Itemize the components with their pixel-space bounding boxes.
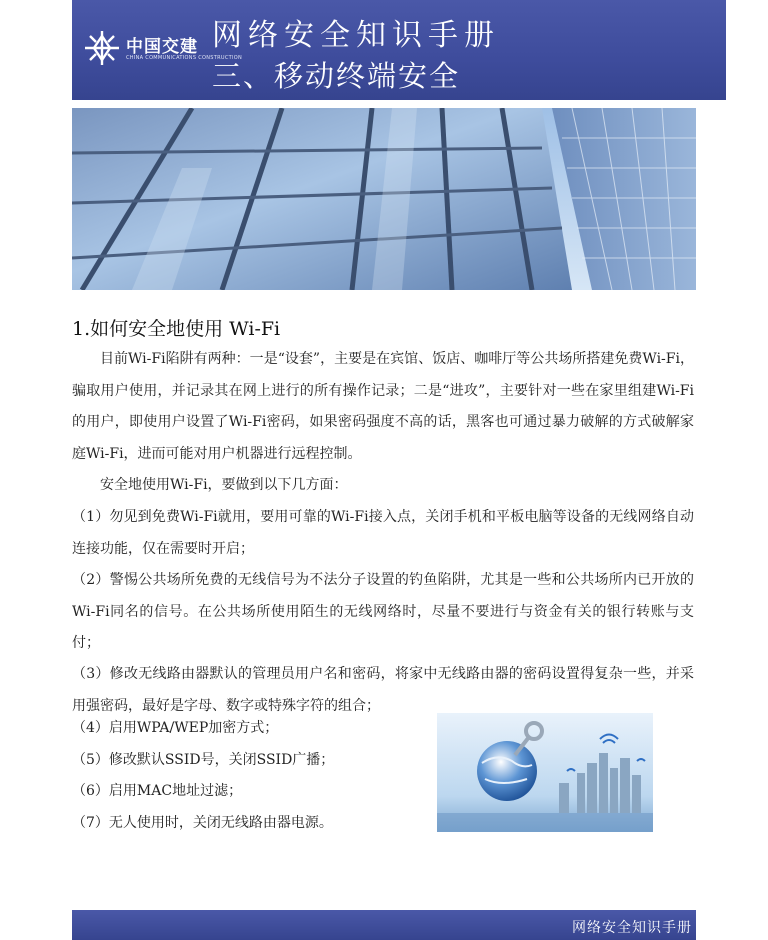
page-subtitle: 三、移动终端安全 [212, 59, 461, 93]
building-photo [72, 108, 696, 290]
list-item-3: （3）修改无线路由器默认的管理员用户名和密码，将家中无线路由器的密码设置得复杂一些，并采用强密码，最好是字母、数字或特殊字符的组合； [72, 666, 694, 714]
logo-chinese-name: 中国交建 [126, 37, 198, 57]
lead-paragraph: 安全地使用Wi-Fi，要做到以下几方面： [100, 477, 348, 493]
list-item-1: （1）勿见到免费Wi-Fi就用，要用可靠的Wi-Fi接入点，关闭手机和平板电脑等设备的无线网络自动连接功能，仅在需要时开启； [72, 509, 694, 557]
list-item-2: （2）警惕公共场所免费的无线信号为不法分子设置的钓鱼陷阱，尤其是一些和公共场所内已开放的Wi-Fi同名的信号。在公共场所使用陌生的无线网络时，尽量不要进行与资金有关的银行转账与支付； [72, 572, 694, 651]
globe-key-city-image [437, 713, 653, 832]
footer-title: 网络安全知识手册 [572, 920, 692, 936]
list-item-5: （5）修改默认SSID号，关闭SSID广播； [72, 752, 335, 768]
list-item-6: （6）启用MAC地址过滤； [72, 783, 243, 799]
list-item-7: （7）无人使用时，关闭无线路由器电源。 [72, 815, 333, 831]
page-title: 网络安全知识手册 [212, 18, 500, 53]
ccc-logo-icon [82, 28, 122, 68]
logo-english-name: CHINA COMMUNICATIONS CONSTRUCTION [126, 55, 243, 61]
section-heading: 1.如何安全地使用 Wi-Fi [72, 318, 281, 340]
page-footer [72, 910, 696, 940]
page-header [72, 0, 726, 100]
glass-building-image [72, 108, 696, 290]
intro-paragraph: 目前Wi-Fi陷阱有两种：一是“设套”，主要是在宾馆、饭店、咖啡厅等公共场所搭建免费Wi-Fi，骗取用户使用，并记录其在网上进行的所有操作记录；二是“进攻”，主要针对一些在家里组建Wi-Fi的用户，即使用户设置了Wi-Fi密码，如果密码强度不高的话，黑客也可通过暴力破解的方式破解家庭Wi-Fi，进而可能对用户机器进行远程控制。 [72, 351, 694, 462]
company-logo [82, 28, 243, 72]
wifi-security-illustration [437, 713, 653, 832]
list-item-4: （4）启用WPA/WEP加密方式； [72, 720, 279, 736]
